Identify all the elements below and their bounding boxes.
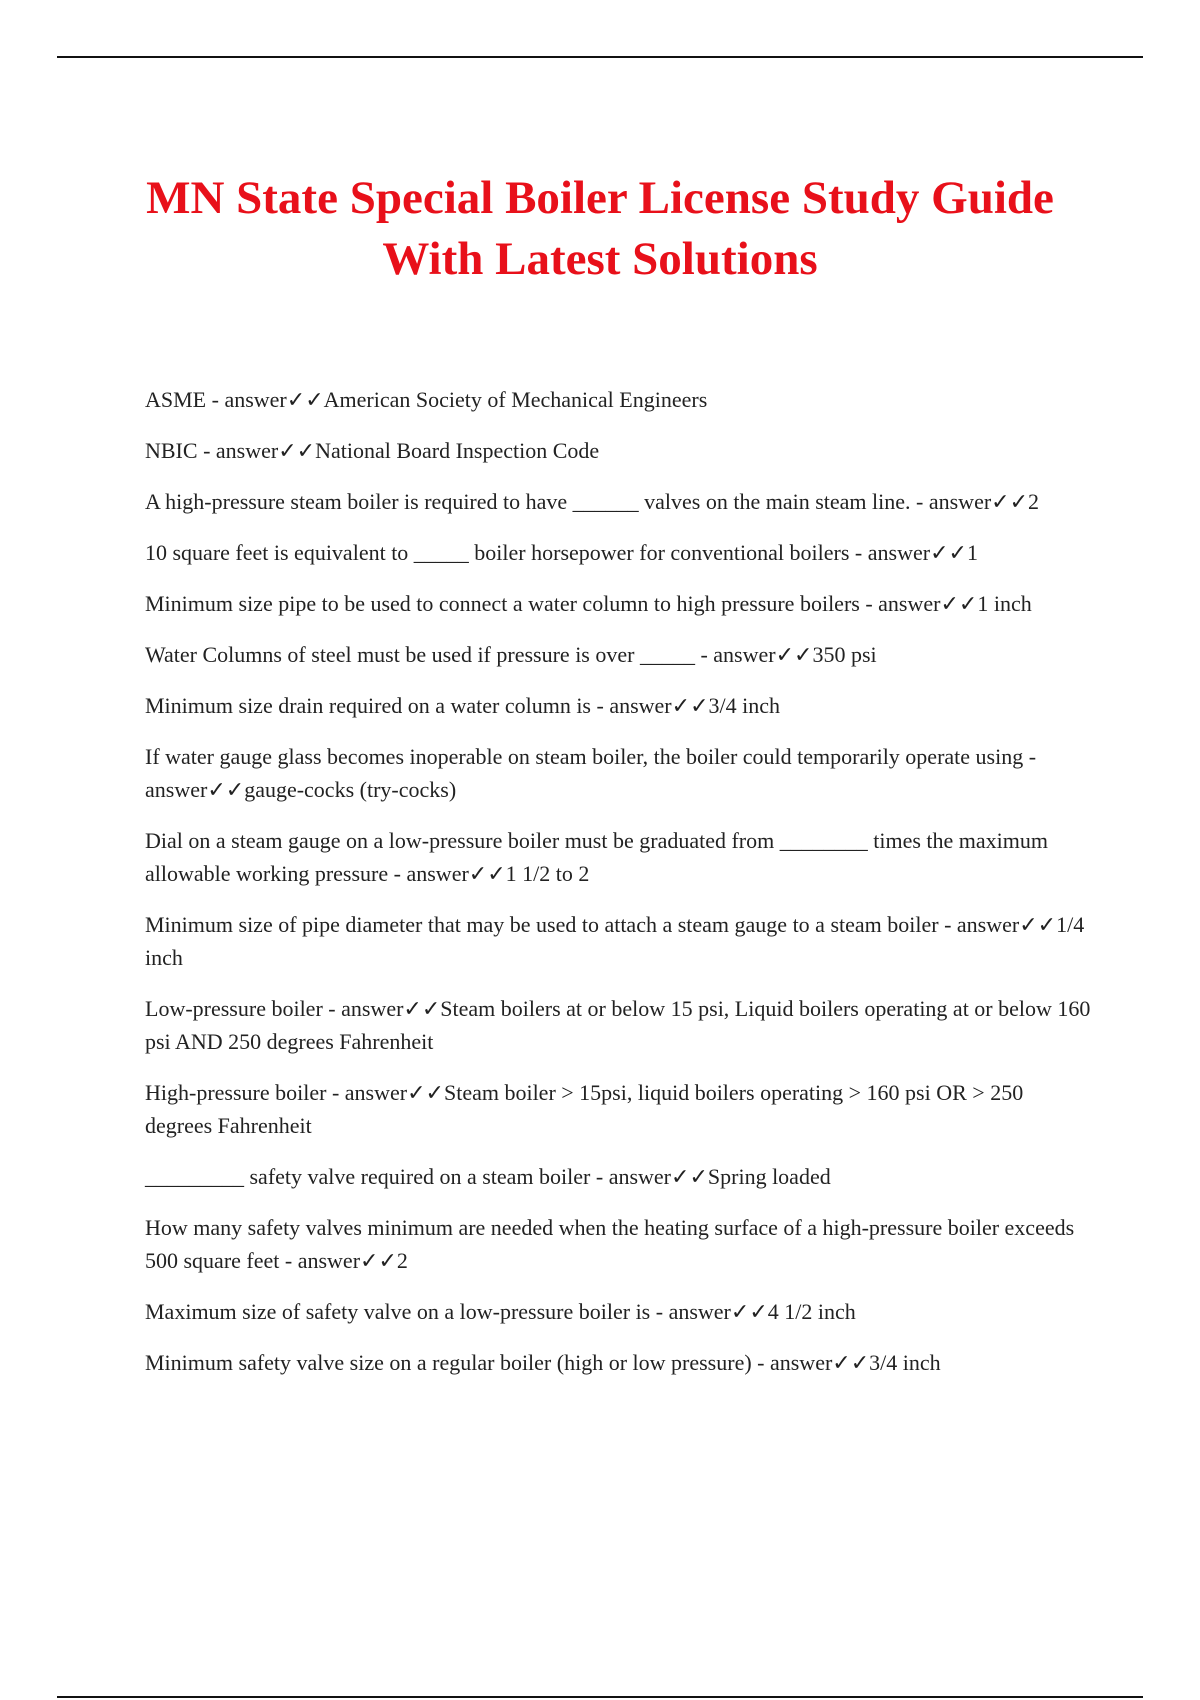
check-marks: ✓✓ <box>407 1080 444 1105</box>
separator: - <box>859 591 879 616</box>
answer: 1 1/2 to 2 <box>505 861 590 886</box>
separator: - <box>206 387 225 412</box>
qa-item <box>145 908 1095 974</box>
answer: National Board Inspection Code <box>315 438 600 463</box>
answer-label: answer <box>668 1299 731 1324</box>
answer-label: answer <box>769 1350 833 1375</box>
answer-label: answer <box>713 642 776 667</box>
answer: American Society of Mechanical Engineers <box>323 387 708 412</box>
check-marks: ✓✓ <box>832 1350 870 1375</box>
question: Dial on a steam gauge on a low-pressure boiler must be graduated from ________ times the maximum allowable working pressure <box>145 828 1048 886</box>
answer: 3/4 inch <box>869 1350 941 1375</box>
check-marks: ✓✓ <box>207 777 245 802</box>
check-marks: ✓✓ <box>671 693 709 718</box>
answer-label: answer <box>297 1248 361 1273</box>
question: NBIC <box>145 438 198 463</box>
check-marks: ✓✓ <box>775 642 813 667</box>
check-marks: ✓✓ <box>403 996 441 1021</box>
answer-label: answer <box>956 912 1020 937</box>
answer: gauge-cocks (try-cocks) <box>244 777 457 802</box>
check-marks: ✓✓ <box>468 861 506 886</box>
answer-label: answer <box>215 438 279 463</box>
qa-item <box>145 1295 1095 1328</box>
separator: - <box>694 642 714 667</box>
qa-item <box>145 689 1095 722</box>
separator: - <box>938 912 957 937</box>
answer-label: answer <box>609 693 672 718</box>
question: Minimum size drain required on a water column is <box>145 693 591 718</box>
separator: - <box>650 1299 669 1324</box>
answer-label: answer <box>608 1164 672 1189</box>
question: Minimum size pipe to be used to connect a water column to high pressure boilers <box>145 591 860 616</box>
qa-item <box>145 434 1095 467</box>
question: ASME <box>145 387 207 412</box>
separator: - <box>388 861 407 886</box>
check-marks: ✓✓ <box>730 1299 768 1324</box>
answer-label: answer <box>928 489 992 514</box>
answer-label: answer <box>341 996 404 1021</box>
question: Minimum safety valve size on a regular boiler (high or low pressure) <box>145 1350 752 1375</box>
check-marks: ✓✓ <box>278 438 316 463</box>
qa-item <box>145 638 1095 671</box>
question: Water Columns of steel must be used if pressure is over _____ <box>145 642 695 667</box>
separator: - <box>751 1350 770 1375</box>
qa-item <box>145 992 1095 1058</box>
check-marks: ✓✓ <box>1019 912 1057 937</box>
answer: 3/4 inch <box>708 693 781 718</box>
answer: Spring loaded <box>707 1164 831 1189</box>
check-marks: ✓✓ <box>671 1164 708 1189</box>
separator: - <box>326 1080 345 1105</box>
qa-item <box>145 485 1095 518</box>
qa-item <box>145 824 1095 890</box>
answer: Steam boiler > 15psi, liquid boilers operating > 160 psi OR > 250 degrees Fahrenheit <box>145 1080 1024 1138</box>
document-title <box>100 168 1100 290</box>
question: How many safety valves minimum are needed when the heating surface of a high-pressure boiler exceeds 500 square feet <box>145 1215 1075 1273</box>
separator: - <box>590 1164 609 1189</box>
question: Maximum size of safety valve on a low-pressure boiler is <box>145 1299 651 1324</box>
qa-list <box>145 383 1095 1397</box>
qa-item <box>145 1211 1095 1277</box>
separator: - <box>591 693 610 718</box>
answer-label: answer <box>867 540 931 565</box>
qa-item <box>145 1076 1095 1142</box>
qa-item <box>145 1346 1095 1379</box>
answer-label: answer <box>344 1080 408 1105</box>
answer-label: answer <box>145 777 208 802</box>
answer: 2 <box>1028 489 1040 514</box>
check-marks: ✓✓ <box>940 591 978 616</box>
answer-label: answer <box>406 861 469 886</box>
check-marks: ✓✓ <box>930 540 967 565</box>
qa-item <box>145 740 1095 806</box>
bottom-rule <box>57 1696 1143 1698</box>
answer: 4 1/2 inch <box>767 1299 856 1324</box>
check-marks: ✓✓ <box>991 489 1029 514</box>
answer: 350 psi <box>812 642 877 667</box>
top-rule <box>57 56 1143 58</box>
question: _________ safety valve required on a steam boiler <box>145 1164 591 1189</box>
qa-item <box>145 587 1095 620</box>
separator: - <box>910 489 929 514</box>
separator: - <box>322 996 342 1021</box>
question: 10 square feet is equivalent to _____ boiler horsepower for conventional boilers <box>145 540 850 565</box>
qa-item <box>145 1160 1095 1193</box>
question: If water gauge glass becomes inoperable on steam boiler, the boiler could temporarily operate using <box>145 744 1024 769</box>
qa-item <box>145 536 1095 569</box>
separator: - <box>197 438 216 463</box>
separator: - <box>1023 744 1037 769</box>
question: A high-pressure steam boiler is required to have ______ valves on the main steam line. <box>145 489 911 514</box>
answer: 1/4 inch <box>145 912 1085 970</box>
answer-label: answer <box>878 591 941 616</box>
answer-label: answer <box>224 387 287 412</box>
document-title-line-1: MN State Special Boiler License Study Guide <box>146 172 1054 224</box>
answer: 1 <box>966 540 978 565</box>
check-marks: ✓✓ <box>360 1248 397 1273</box>
check-marks: ✓✓ <box>286 387 324 412</box>
answer: Steam boilers at or below 15 psi, Liquid boilers operating at or below 160 psi AND 250 degrees Fahrenheit <box>145 996 1091 1054</box>
question: Minimum size of pipe diameter that may be used to attach a steam gauge to a steam boiler <box>145 912 939 937</box>
answer: 1 inch <box>977 591 1032 616</box>
document-title-line-2: With Latest Solutions <box>382 233 818 285</box>
answer: 2 <box>396 1248 408 1273</box>
qa-item <box>145 383 1095 416</box>
separator: - <box>279 1248 298 1273</box>
question: Low-pressure boiler <box>145 996 323 1021</box>
question: High-pressure boiler <box>145 1080 327 1105</box>
separator: - <box>849 540 868 565</box>
